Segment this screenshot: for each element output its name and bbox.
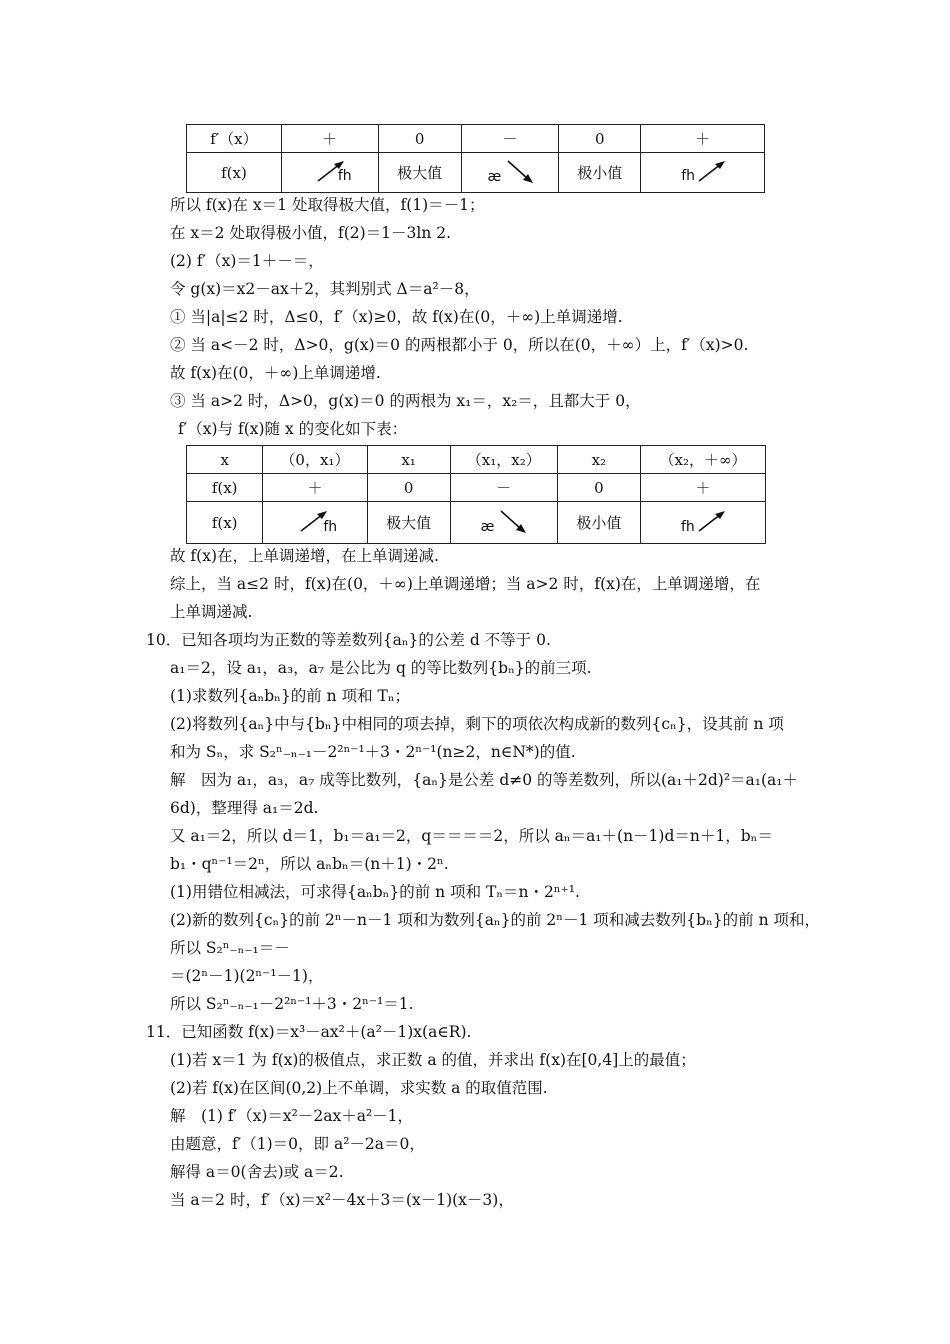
text-line: (2)若 f(x)在区间(0,2)上不单调，求实数 a 的取值范围. bbox=[170, 1079, 548, 1097]
table-cell: x bbox=[187, 446, 263, 474]
text-line: 所以 S₂ⁿ₋ₙ₋₁－2²ⁿ⁻¹＋3・2ⁿ⁻¹＝1. bbox=[170, 995, 414, 1013]
problem-11-heading: 11．已知函数 f(x)＝x³－ax²＋(a²－1)x(a∈R). bbox=[146, 1023, 472, 1041]
variation-table-2 bbox=[186, 445, 766, 544]
glyph-mark: fh bbox=[337, 168, 352, 184]
text-line: (2)新的数列{cₙ}的前 2ⁿ－n－1 项和为数列{aₙ}的前 2ⁿ－1 项和减去数列{bₙ}的前 n 项和， bbox=[170, 911, 820, 929]
text-line: 所以 f(x)在 x＝1 处取得极大值，f(1)＝－1； bbox=[170, 196, 485, 214]
table-cell: 0 bbox=[557, 474, 640, 502]
text-line: f′（x)与 f(x)随 x 的变化如下表： bbox=[178, 420, 408, 438]
table-cell: － bbox=[461, 125, 559, 153]
increasing-cell bbox=[281, 153, 378, 193]
increasing-arrow-icon bbox=[697, 159, 727, 183]
text-line: 当 a＝2 时，f′（x)＝x²－4x＋3＝(x－1)(x－3)， bbox=[170, 1191, 514, 1209]
decreasing-cell bbox=[450, 502, 557, 544]
text-line: 解 因为 a₁，a₃，a₇ 成等比数列，{aₙ}是公差 d≠0 的等差数列，所以(a₁＋2d)²＝a₁(a₁＋ bbox=[170, 771, 799, 789]
table-cell: 极大值 bbox=[378, 153, 461, 193]
increasing-cell bbox=[641, 153, 765, 193]
text-line: 令 g(x)＝x2－ax＋2，其判别式 Δ＝a²－8， bbox=[170, 280, 480, 298]
table-cell: f(x) bbox=[187, 153, 282, 193]
glyph-mark: fh bbox=[681, 168, 695, 184]
problem-10-heading: 10．已知各项均为正数的等差数列{aₙ}的公差 d 不等于 0. bbox=[146, 631, 551, 649]
glyph-mark: fh bbox=[323, 519, 338, 535]
glyph-mark: fh bbox=[680, 519, 695, 535]
table-row bbox=[187, 474, 766, 502]
text-line: (2) f′（x)＝1＋－＝， bbox=[170, 252, 324, 270]
table-cell: （0，x₁） bbox=[263, 446, 367, 474]
text-line: 解 (1) f′（x)＝x²－2ax＋a²－1， bbox=[170, 1107, 414, 1125]
text-line: 解得 a＝0(舍去)或 a＝2. bbox=[170, 1163, 344, 1181]
decreasing-arrow-icon bbox=[506, 159, 536, 185]
text-line: 由题意，f′（1)＝0，即 a²－2a＝0， bbox=[170, 1135, 425, 1153]
text-line: (1)若 x＝1 为 f(x)的极值点，求正数 a 的值，并求出 f(x)在[0,4]上的最值； bbox=[170, 1051, 696, 1069]
decreasing-arrow-icon bbox=[499, 509, 529, 535]
text-line: 综上，当 a≤2 时，f(x)在(0，＋∞)上单调递增；当 a>2 时，f(x)在，上单调递增，在 bbox=[170, 575, 761, 593]
table-row bbox=[187, 502, 766, 544]
text-line: ＝(2ⁿ－1)(2ⁿ⁻¹－1)， bbox=[170, 967, 324, 985]
text-line: b₁・qⁿ⁻¹＝2ⁿ，所以 aₙbₙ＝(n＋1)・2ⁿ. bbox=[170, 855, 449, 873]
table-cell: 0 bbox=[559, 125, 641, 153]
table-cell: f(x) bbox=[187, 474, 263, 502]
text-line: 故 f(x)在，上单调递增，在上单调递减. bbox=[170, 547, 439, 565]
table-cell: 0 bbox=[367, 474, 450, 502]
text-line: 所以 S₂ⁿ₋ₙ₋₁＝－ bbox=[170, 939, 290, 957]
text-line: 故 f(x)在(0，＋∞)上单调递增. bbox=[170, 364, 381, 382]
table-cell: 0 bbox=[378, 125, 461, 153]
table-cell: ＋ bbox=[641, 125, 765, 153]
increasing-cell bbox=[640, 502, 765, 544]
decreasing-cell bbox=[461, 153, 559, 193]
table-cell: f(x) bbox=[187, 502, 263, 544]
table-row bbox=[187, 153, 765, 193]
text-line: 6d)，整理得 a₁＝2d. bbox=[170, 799, 319, 817]
table-row bbox=[187, 125, 765, 153]
text-line: ② 当 a<－2 时，Δ>0，g(x)＝0 的两根都小于 0，所以在(0，＋∞）上，f′（x)>0. bbox=[170, 336, 749, 354]
text-line: 在 x＝2 处取得极小值，f(2)＝1－3ln 2. bbox=[170, 224, 452, 242]
text-line: a₁＝2，设 a₁，a₃，a₇ 是公比为 q 的等比数列{bₙ}的前三项. bbox=[170, 659, 592, 677]
table-cell: ＋ bbox=[640, 474, 765, 502]
table-cell: 极小值 bbox=[557, 502, 640, 544]
text-line: (1)用错位相减法，可求得{aₙbₙ}的前 n 项和 Tₙ＝n・2ⁿ⁺¹. bbox=[170, 883, 580, 901]
table-cell: f′（x） bbox=[187, 125, 282, 153]
text-line: 上单调递减. bbox=[170, 603, 253, 621]
table-cell: x₂ bbox=[557, 446, 640, 474]
glyph-mark: æ bbox=[487, 169, 502, 185]
text-line: ③ 当 a>2 时，Δ>0，g(x)＝0 的两根为 x₁＝，x₂＝，且都大于 0， bbox=[170, 392, 641, 410]
text-line: ① 当|a|≤2 时，Δ≤0，f′（x)≥0，故 f(x)在(0，＋∞)上单调递增. bbox=[170, 308, 623, 326]
text-line: (1)求数列{aₙbₙ}的前 n 项和 Tₙ； bbox=[170, 687, 411, 705]
table-cell: 极大值 bbox=[367, 502, 450, 544]
table-row bbox=[187, 446, 766, 474]
table-cell: ＋ bbox=[263, 474, 367, 502]
text-line: 和为 Sₙ，求 S₂ⁿ₋ₙ₋₁－2²ⁿ⁻¹＋3・2ⁿ⁻¹(n≥2，n∈N*)的值. bbox=[170, 743, 576, 761]
table-cell: （x₂，＋∞） bbox=[640, 446, 765, 474]
table-cell: － bbox=[450, 474, 557, 502]
table-cell: x₁ bbox=[367, 446, 450, 474]
text-line: (2)将数列{aₙ}中与{bₙ}中相同的项去掉，剩下的项依次构成新的数列{cₙ}，设其前 n 项 bbox=[170, 715, 784, 733]
table-cell: （x₁，x₂） bbox=[450, 446, 557, 474]
text-line: 又 a₁＝2，所以 d＝1，b₁＝a₁＝2，q＝＝＝＝2，所以 aₙ＝a₁＋(n－1)d＝n＋1，bₙ＝ bbox=[170, 827, 773, 845]
table-cell: ＋ bbox=[281, 125, 378, 153]
variation-table-1 bbox=[186, 124, 765, 193]
table-cell: 极小值 bbox=[559, 153, 641, 193]
increasing-cell bbox=[263, 502, 367, 544]
increasing-arrow-icon bbox=[697, 509, 727, 533]
glyph-mark: æ bbox=[480, 519, 495, 535]
